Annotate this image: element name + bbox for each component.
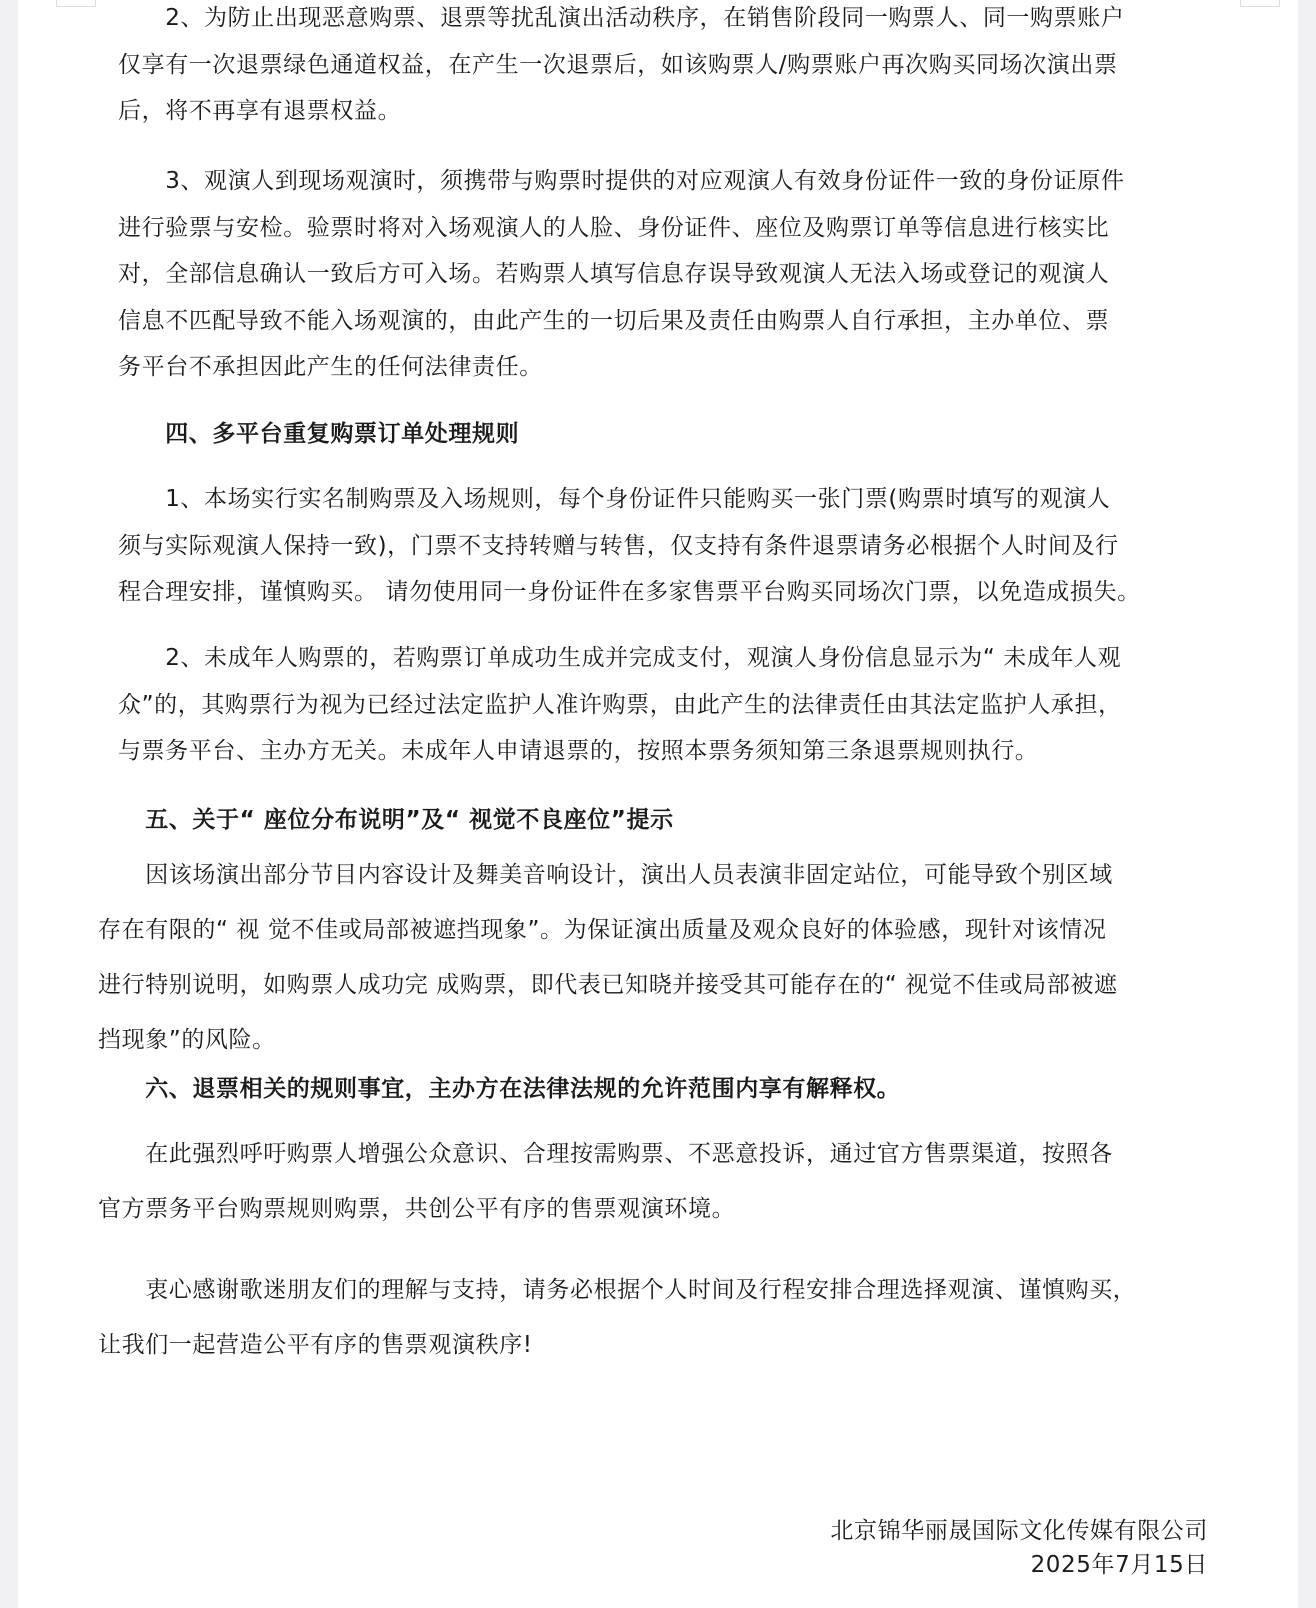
text-line: 须与实际观演人保持一致)，门票不支持转赠与转售，仅支持有条件退票请务必根据个人时间及行: [118, 532, 1119, 559]
paragraph-real-name-rules: [118, 476, 1141, 616]
section-heading-duplicate-orders: [118, 411, 519, 458]
signature-block: [830, 1514, 1208, 1582]
heading-text: 五、关于“ 座位分布说明”及“ 视觉不良座位”提示: [98, 807, 674, 833]
text-line: 进行特别说明，如购票人成功完 成购票，即代表已知晓并接受其可能存在的“ 视觉不佳或局部被遮: [98, 972, 1118, 998]
text-line: 3、观演人到现场观演时，须携带与购票时提供的对应观演人有效身份证件一致的身份证原件: [118, 168, 1125, 194]
text-line: 因该场演出部分节目内容设计及舞美音响设计，演出人员表演非固定站位，可能导致个别区域: [98, 862, 1113, 888]
text-line: 进行验票与安检。验票时将对入场观演人的人脸、身份证件、座位及购票订单等信息进行核实比: [118, 214, 1110, 241]
company-name: 北京锦华丽晟国际文化传媒有限公司: [830, 1518, 1208, 1544]
text-line: 衷心感谢歌迷朋友们的理解与支持，请务必根据个人时间及行程安排合理选择观演、谨慎购买，: [98, 1277, 1137, 1303]
text-line: 挡现象”的风险。: [98, 1027, 276, 1053]
section-heading-interpretation-right: [98, 1066, 900, 1113]
text-line: 务平台不承担因此产生的任何法律责任。: [118, 354, 543, 380]
text-line: 2、为防止出现恶意购票、退票等扰乱演出活动秩序，在销售阶段同一购票人、同一购票账户: [118, 5, 1125, 31]
text-line: 对，全部信息确认一致后方可入场。若购票人填写信息存误导致观演人无法入场或登记的观演人: [118, 261, 1110, 287]
paragraph-id-verification: [118, 158, 1124, 391]
paragraph-official-channels: [98, 1127, 1113, 1237]
text-line: 1、本场实行实名制购票及入场规则，每个身份证件只能购买一张门票(购票时填写的观演人: [118, 486, 1111, 512]
paragraph-refund-green-channel: [118, 0, 1124, 135]
text-line: 与票务平台、主办方无关。未成年人申请退票的，按照本票务须知第三条退票规则执行。: [118, 738, 1039, 764]
text-line: 官方票务平台购票规则购票，共创公平有序的售票观演环境。: [98, 1196, 736, 1222]
heading-text: 六、退票相关的规则事宜，主办方在法律法规的允许范围内享有解释权。: [98, 1076, 901, 1102]
section-heading-seat-notice: [98, 797, 674, 844]
issue-date: 2025年7月15日: [1030, 1552, 1208, 1578]
text-line: 众”的，其购票行为视为已经过法定监护人准许购票，由此产生的法律责任由其法定监护人承担，: [118, 691, 1122, 718]
text-line: 信息不匹配导致不能入场观演的，由此产生的一切后果及责任由购票人自行承担，主办单位、票: [118, 307, 1110, 334]
text-line: 仅享有一次退票绿色通道权益，在产生一次退票后，如该购票人/购票账户再次购买同场次演出票: [118, 51, 1118, 78]
text-line: 存在有限的“ 视 觉不佳或局部被遮挡现象”。为保证演出质量及观众良好的体验感，现针对该情况: [98, 917, 1107, 943]
text-line: 让我们一起营造公平有序的售票观演秩序!: [98, 1332, 533, 1358]
page-corner-mark-right: [1240, 0, 1280, 7]
page-corner-mark-left: [56, 0, 96, 7]
text-line: 2、未成年人购票的，若购票订单成功生成并完成支付，观演人身份信息显示为“ 未成年人观: [118, 645, 1122, 671]
paragraph-minor-purchase: [118, 635, 1122, 775]
paragraph-closing-thanks: [98, 1263, 1136, 1373]
paragraph-visual-obstruction: [98, 848, 1118, 1068]
text-line: 后，将不再享有退票权益。: [118, 98, 402, 124]
text-line: 程合理安排，谨慎购买。 请勿使用同一身份证件在多家售票平台购买同场次门票，以免造成损失。: [118, 579, 1141, 605]
heading-text: 四、多平台重复购票订单处理规则: [118, 421, 520, 447]
text-line: 在此强烈呼吁购票人增强公众意识、合理按需购票、不恶意投诉，通过官方售票渠道，按照各: [98, 1141, 1113, 1167]
